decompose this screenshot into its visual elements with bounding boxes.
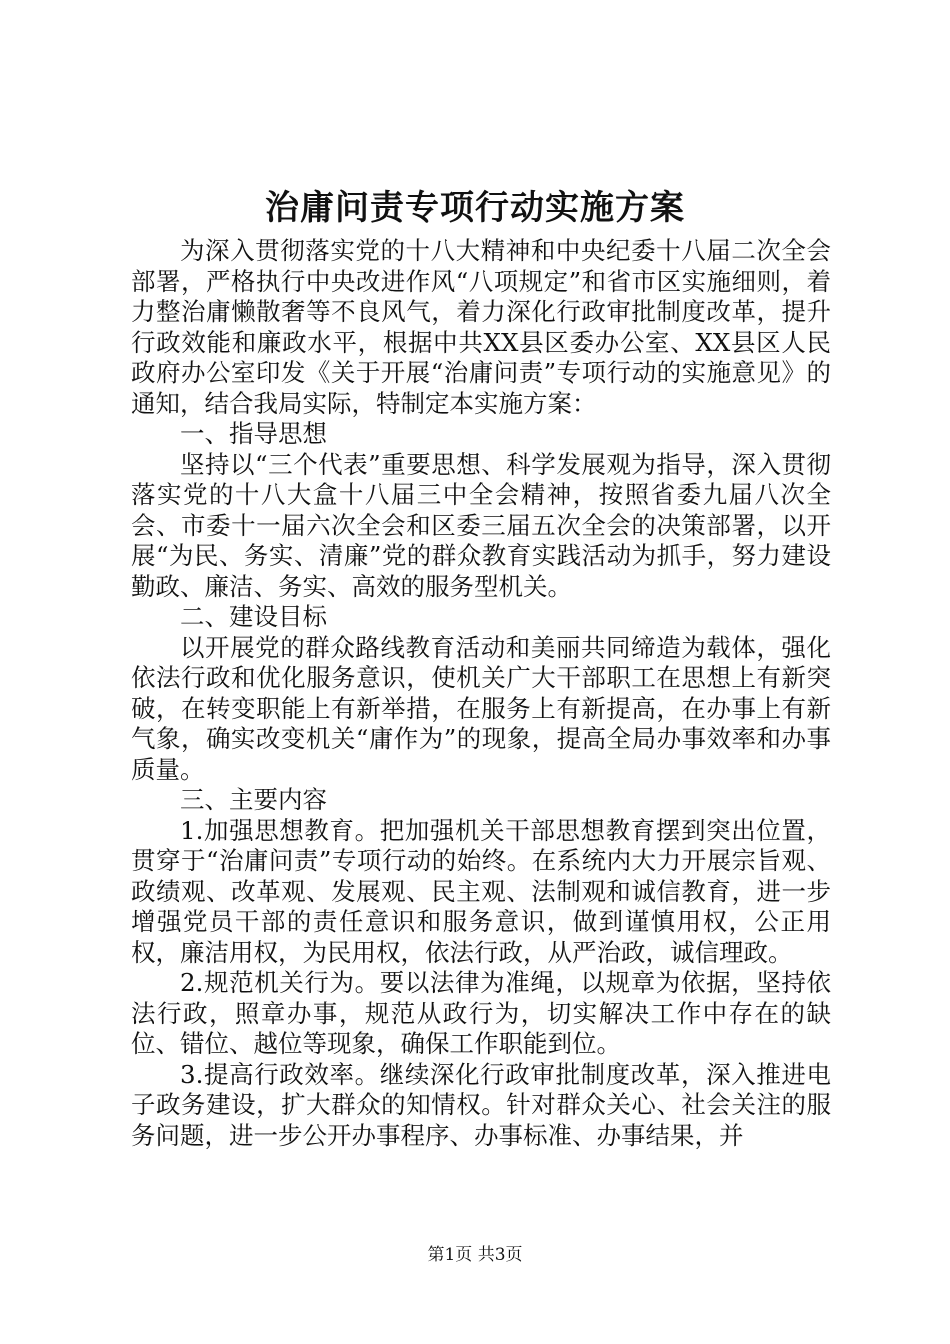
intro-paragraph: 为深入贯彻落实党的十八大精神和中央纪委十八届二次全会部署，严格执行中央改进作风“八项规定”和省市区实施细则，着力整治庸懒散奢等不良风气，着力深化行政审批制度改革，提升行政效能和廉政水平，根据中共XX县区委办公室、XX县区人民政府办公室印发《关于开展“治庸问责”专项行动的实施意见》的通知，结合我局实际，特制定本实施方案：: [131, 236, 831, 418]
section-paragraph: 坚持以“三个代表”重要思想、科学发展观为指导，深入贯彻落实党的十八大盒十八届三中全会精神，按照省委九届八次全会、市委十一届六次全会和区委三届五次全会的决策部署，以开展“为民、务实、清廉”党的群众教育实践活动为抓手，努力建设勤政、廉洁、务实、高效的服务型机关。: [131, 449, 831, 601]
section-heading-guiding-ideology: 一、指导思想: [180, 419, 327, 448]
page-number-footer: 第1页 共3页: [427, 1245, 523, 1265]
section-paragraph: 以开展党的群众路线教育活动和美丽共同缔造为载体，强化依法行政和优化服务意识，使机关广大干部职工在思想上有新突破，在转变职能上有新举措，在服务上有新提高，在办事上有新气象，确实改变机关“庸作为”的现象，提高全局办事效率和办事质量。: [131, 632, 831, 784]
section-heading-construction-goals: 二、建设目标: [180, 602, 327, 631]
document-title: 治庸问责专项行动实施方案: [265, 188, 685, 228]
section-paragraph: 3.提高行政效率。继续深化行政审批制度改革，深入推进电子政务建设，扩大群众的知情权。针对群众关心、社会关注的服务问题，进一步公开办事程序、办事标准、办事结果，并: [131, 1059, 831, 1150]
section-paragraph: 2.规范机关行为。要以法律为准绳，以规章为依据，坚持依法行政，照章办事，规范从政行为，切实解决工作中存在的缺位、错位、越位等现象，确保工作职能到位。: [131, 968, 831, 1058]
section-heading-main-content: 三、主要内容: [180, 785, 327, 814]
document-body: [131, 236, 831, 1151]
section-paragraph: 1.加强思想教育。把加强机关干部思想教育摆到突出位置，贯穿于“治庸问责”专项行动的始终。在系统内大力开展宗旨观、政绩观、改革观、发展观、民主观、法制观和诚信教育，进一步增强党员干部的责任意识和服务意识，做到谨慎用权，公正用权，廉洁用权，为民用权，依法行政，从严治政，诚信理政。: [131, 815, 831, 967]
